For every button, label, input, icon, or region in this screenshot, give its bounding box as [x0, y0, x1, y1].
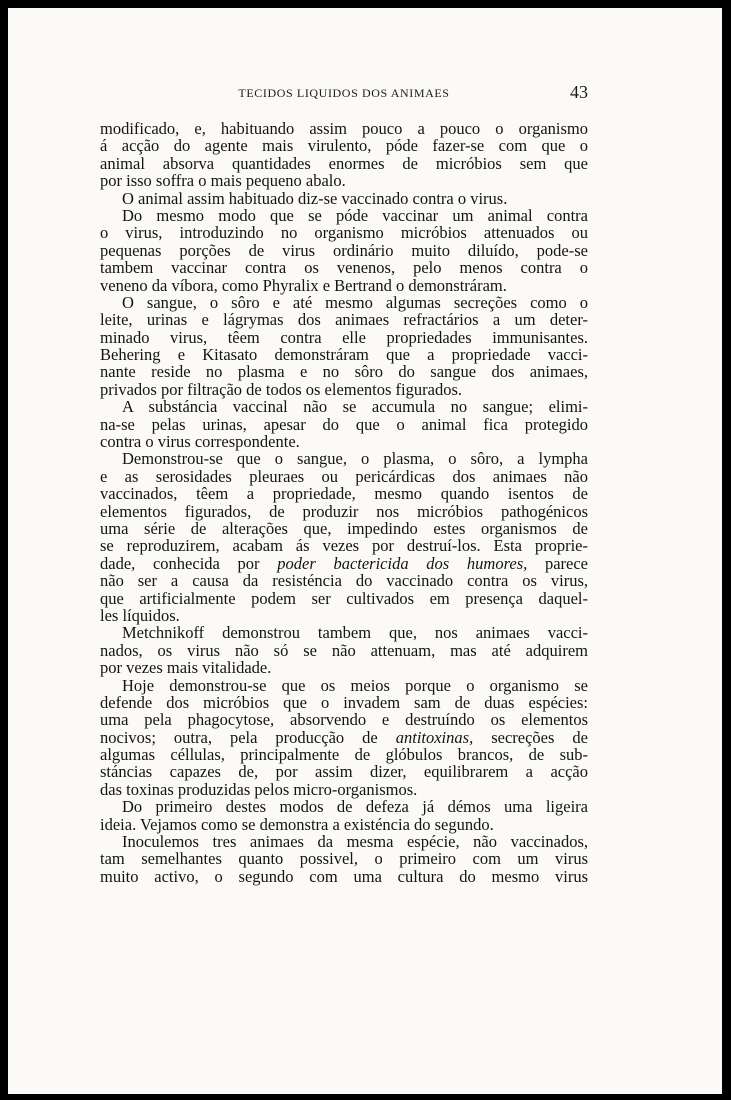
text-line: Metchnikoff demonstrou tambem que, nos animaes vacci-: [122, 623, 588, 643]
text-line: Do primeiro destes modos de defeza já démos uma ligeira: [122, 797, 588, 817]
text-line: á acção do agente mais virulento, póde fazer-se com que o: [100, 136, 588, 156]
text-line: nados, os virus não só se não attenuam, mas até adquirem: [100, 640, 588, 660]
text-line: o virus, introduzindo no organismo micróbios attenuados ou: [100, 223, 588, 243]
text-fragment: secreções de: [473, 727, 588, 747]
text-line: na-se pelas urinas, apesar do que o animal fica protegido: [100, 414, 588, 434]
italic-term: antitoxinas,: [395, 727, 474, 747]
text-line: Do mesmo modo que se póde vaccinar um animal contra: [122, 205, 588, 225]
text-line: Hoje demonstrou-se que os meios porque o organismo se: [122, 675, 588, 695]
text-line: algumas céllulas, principalmente de glóbulos brancos, de sub-: [100, 745, 588, 765]
running-title: TECIDOS LIQUIDOS DOS ANIMAES: [238, 86, 450, 100]
text-line: por vezes mais vitalidade.: [100, 658, 272, 678]
text-line: stáncias capazes de, por assim dizer, equilibrarem a acção: [100, 762, 588, 782]
text-line: se reproduzirem, acabam ás vezes por destruí-los. Esta proprie-: [100, 536, 588, 556]
text-line: elementos figurados, de produzir nos micróbios pathogénicos: [100, 501, 588, 521]
text-line: O sangue, o sôro e até mesmo algumas secreções como o: [122, 292, 588, 312]
text-line: das toxinas produzidas pelos micro-organismos.: [100, 779, 418, 799]
text-line: uma série de alterações que, impedindo estes organismos de: [100, 518, 588, 538]
italic-term: poder bactericida dos humores,: [277, 553, 528, 573]
text-line: não ser a causa da resisténcia do vaccinado contra os virus,: [100, 571, 588, 591]
text-line: defende dos micróbios que o invadem sam de duas espécies:: [100, 692, 588, 712]
text-line: [100, 555, 588, 572]
page-number: 43: [570, 82, 588, 102]
text-line: veneno da víbora, como Phyralix e Bertrand o demonstráram.: [100, 275, 507, 295]
text-fragment: nocivos; outra, pela producção de: [100, 727, 396, 747]
text-line: Inoculemos tres animaes da mesma espécie, não vaccinados,: [122, 832, 588, 852]
text-line: les líquidos.: [100, 605, 180, 625]
text-line: O animal assim habituado diz-se vaccinado contra o virus.: [122, 188, 508, 208]
text-fragment: dade, conhecida por: [100, 553, 278, 573]
text-line: animal absorva quantidades enormes de micróbios sem que: [100, 153, 588, 173]
text-line: leite, urinas e lágrymas dos animaes refractários a um deter-: [100, 310, 588, 330]
text-line: e as serosidades pleuraes ou pericárdicas dos animaes não: [100, 466, 588, 486]
text-line: vaccinados, têem a propriedade, mesmo quando isentos de: [100, 484, 588, 504]
text-line: ideia. Vejamos como se demonstra a existéncia do segundo.: [100, 814, 494, 834]
text-line: que artificialmente podem ser cultivados em presença daquel-: [100, 588, 588, 608]
text-line: por isso soffra o mais pequeno abalo.: [100, 171, 346, 191]
text-line: tambem vaccinar contra os venenos, pelo menos contra o: [100, 258, 588, 278]
text-line: minado virus, têem contra elle propriedades immunisantes.: [100, 327, 588, 347]
text-line: muito activo, o segundo com uma cultura do mesmo virus: [100, 866, 588, 886]
text-line: contra o virus correspondente.: [100, 432, 300, 452]
text-line: nante reside no plasma e no sôro do sangue dos animaes,: [100, 362, 588, 382]
page-header: [100, 82, 588, 106]
text-line: pequenas porções de virus ordinário muito diluído, pode-se: [100, 240, 588, 260]
text-line: Demonstrou-se que o sangue, o plasma, o sôro, a lympha: [122, 449, 588, 469]
text-line: [100, 729, 588, 746]
text-line: privados por filtração de todos os elementos figurados.: [100, 379, 462, 399]
text-line: tam semelhantes quanto possivel, o primeiro com um virus: [100, 849, 588, 869]
body-text: [100, 120, 588, 885]
text-line: Behering e Kitasato demonstráram que a propriedade vacci-: [100, 345, 588, 365]
text-line: uma pela phagocytose, absorvendo e destruíndo os elementos: [100, 710, 588, 730]
text-line: A substáncia vaccinal não se accumula no sangue; elimi-: [122, 397, 588, 417]
text-fragment: parece: [527, 553, 589, 573]
text-line: modificado, e, habituando assim pouco a pouco o organismo: [100, 119, 588, 138]
